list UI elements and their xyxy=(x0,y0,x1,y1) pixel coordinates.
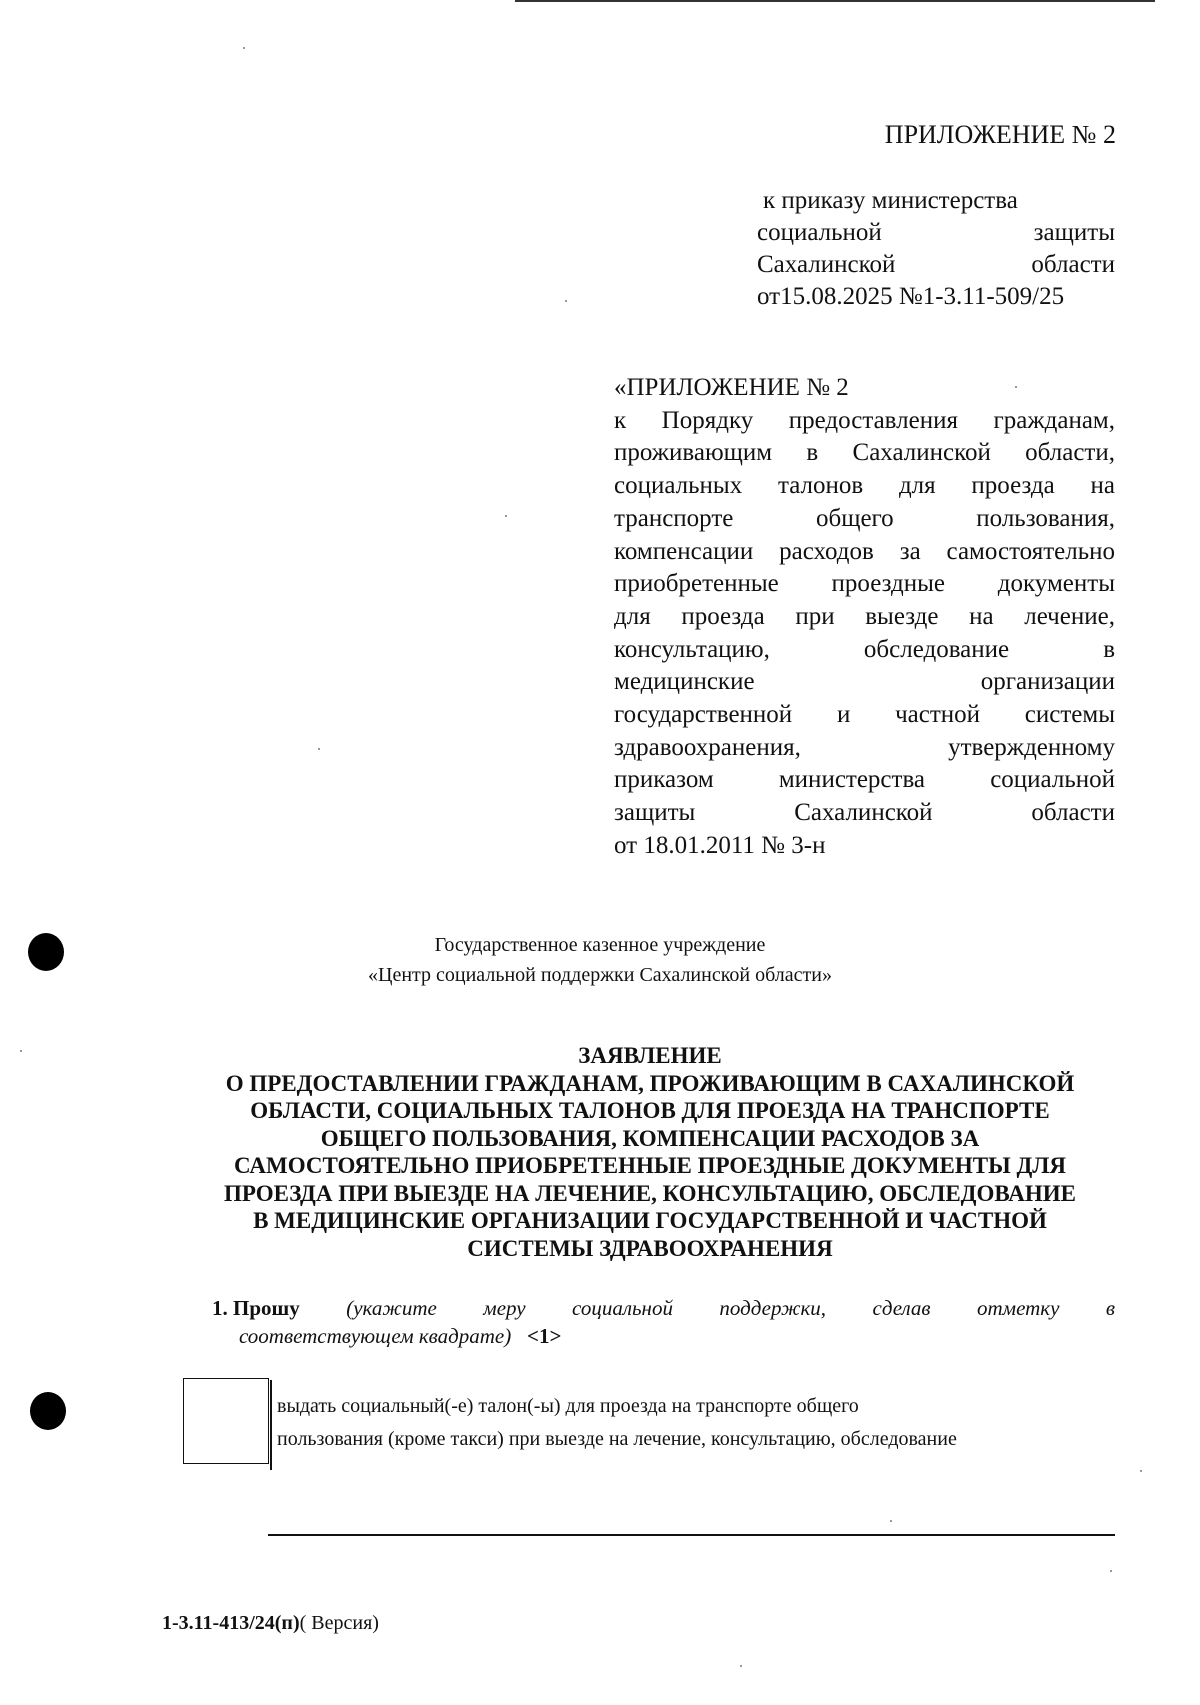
scan-speck xyxy=(1110,1570,1112,1572)
order-ref-line-4: от15.08.2025 №1-3.11-509/25 xyxy=(757,283,1065,310)
statement-title-line: САМОСТОЯТЕЛЬНО ПРИОБРЕТЕННЫЕ ПРОЕЗДНЫЕ ДОКУМЕНТЫ ДЛЯ xyxy=(233,1153,1067,1178)
punch-hole-mark xyxy=(30,1392,66,1430)
inner-appendix-word: самостоятельно xyxy=(946,537,1115,565)
inner-appendix-word: гражданам, xyxy=(993,406,1115,434)
option-1-checkbox[interactable] xyxy=(183,1378,269,1464)
option-1-divider xyxy=(270,1380,272,1470)
inner-appendix-word: государственной xyxy=(614,701,793,729)
order-ref-line-2 xyxy=(757,217,1115,249)
inner-appendix-word: проезда xyxy=(681,602,765,630)
inner-appendix-line xyxy=(614,797,1115,830)
inner-appendix-word: Порядку xyxy=(661,406,754,434)
statement-title-block xyxy=(170,1042,1130,1262)
inner-appendix-title: «ПРИЛОЖЕНИЕ № 2 xyxy=(614,374,849,401)
inner-appendix-word: для xyxy=(898,472,936,500)
scan-speck xyxy=(318,748,320,750)
inner-appendix-word: области xyxy=(1031,799,1115,827)
option-1-line-1: выдать социальный(-е) талон(-ы) для проезда на транспорте общего xyxy=(277,1395,859,1417)
appendix-title: ПРИЛОЖЕНИЕ № 2 xyxy=(884,120,1116,149)
inner-appendix-word: медицинские xyxy=(614,668,755,696)
inner-appendix-word: транспорте xyxy=(614,504,734,532)
inner-appendix-word: для xyxy=(614,602,651,630)
inner-appendix-line xyxy=(614,470,1115,503)
statement-heading: ЗАЯВЛЕНИЕ xyxy=(578,1043,722,1068)
inner-appendix-word: в xyxy=(806,439,819,467)
scan-speck xyxy=(20,1050,22,1052)
inner-appendix-last-line: от 18.01.2011 № 3-н xyxy=(614,831,826,859)
inner-appendix-word: пользования, xyxy=(976,504,1115,532)
inner-appendix-word: в xyxy=(1103,635,1115,663)
inner-appendix-line xyxy=(614,568,1115,601)
inner-appendix-line xyxy=(614,732,1115,765)
scan-speck xyxy=(1140,1470,1142,1472)
inner-appendix-line xyxy=(614,405,1115,438)
scan-speck xyxy=(890,1520,892,1522)
scan-speck xyxy=(505,515,507,517)
item-1-instruction-word: поддержки, xyxy=(719,1296,827,1320)
order-ref-line-1: к приказу министерства xyxy=(763,187,1018,214)
item-1-line-1 xyxy=(212,1294,1115,1322)
top-scan-edge-line xyxy=(515,0,1155,2)
inner-appendix-word: консультацию, xyxy=(614,635,770,663)
statement-title-line: ОБЩЕГО ПОЛЬЗОВАНИЯ, КОМПЕНСАЦИИ РАСХОДОВ ЗА xyxy=(320,1125,980,1151)
inner-appendix-word: к xyxy=(614,406,627,434)
inner-appendix-word: документы xyxy=(997,570,1115,598)
footnote-separator xyxy=(268,1534,1115,1536)
inner-appendix-word: области, xyxy=(1025,439,1115,467)
inner-appendix-lines xyxy=(614,405,1115,830)
inner-appendix-word: организации xyxy=(980,668,1115,696)
inner-appendix-word: приказом xyxy=(614,766,714,794)
item-1-instruction-word: меру xyxy=(483,1296,526,1320)
statement-title-line: ОБЛАСТИ, СОЦИАЛЬНЫХ ТАЛОНОВ ДЛЯ ПРОЕЗДА НА ТРАНСПОРТЕ xyxy=(250,1098,1050,1123)
item-1-instruction-word: (укажите xyxy=(346,1296,437,1320)
inner-appendix-word: расходов xyxy=(779,537,874,565)
item-1-instruction-word: в xyxy=(1105,1296,1115,1320)
inner-appendix-word: компенсации xyxy=(614,537,754,565)
option-1-line-2: пользования (кроме такси) при выезде на лечение, консультацию, обследование xyxy=(277,1428,957,1450)
inner-appendix-line xyxy=(614,601,1115,634)
inner-appendix-word: частной xyxy=(895,701,981,729)
order-ref-word: защиты xyxy=(1033,219,1115,246)
inner-appendix-word: системы xyxy=(1024,701,1115,729)
order-ref-word: области xyxy=(1031,251,1115,278)
organization-line-1: Государственное казенное учреждение xyxy=(434,934,766,956)
inner-appendix-line xyxy=(614,666,1115,699)
inner-appendix-line xyxy=(614,437,1115,470)
item-1-instruction-end: соответствующем квадрате) xyxy=(239,1324,512,1348)
statement-title-line: В МЕДИЦИНСКИЕ ОРГАНИЗАЦИИ ГОСУДАРСТВЕННОЙ И ЧАСТНОЙ xyxy=(253,1208,1047,1233)
item-1-instruction-word: сделав xyxy=(872,1296,931,1320)
inner-appendix-word: при xyxy=(795,602,835,630)
footer-code: 1-3.11-413/24(п) xyxy=(162,1612,300,1634)
inner-appendix-word: проездные xyxy=(831,570,946,598)
inner-appendix xyxy=(614,372,1115,863)
inner-appendix-word: талонов xyxy=(777,472,864,500)
inner-appendix-word: обследование xyxy=(863,635,1010,663)
footnote-ref: <1> xyxy=(527,1324,562,1348)
statement-title-line: ПРОЕЗДА ПРИ ВЫЕЗДЕ НА ЛЕЧЕНИЕ, КОНСУЛЬТАЦИЮ, ОБСЛЕДОВАНИЕ xyxy=(223,1180,1076,1206)
inner-appendix-line xyxy=(614,634,1115,667)
footer-version: ( Версия) xyxy=(299,1612,379,1634)
inner-appendix-line xyxy=(614,699,1115,732)
scan-speck xyxy=(565,300,567,302)
order-reference xyxy=(757,185,1115,313)
inner-appendix-word: на xyxy=(969,602,994,630)
item-1-number: 1. Прошу xyxy=(212,1296,300,1320)
inner-appendix-word: Сахалинской xyxy=(794,799,933,827)
inner-appendix-word: общего xyxy=(815,504,894,532)
option-1-text xyxy=(277,1390,1117,1456)
scan-speck xyxy=(243,47,245,49)
inner-appendix-word: Сахалинской xyxy=(852,439,991,467)
inner-appendix-word: и xyxy=(836,701,851,729)
inner-appendix-word: выезде xyxy=(865,602,939,630)
inner-appendix-word: защиты xyxy=(614,799,696,827)
inner-appendix-word: лечение, xyxy=(1024,602,1115,630)
footer-document-code xyxy=(162,1612,379,1635)
inner-appendix-word: социальных xyxy=(614,472,743,500)
inner-appendix-line xyxy=(614,536,1115,569)
item-1-line-2 xyxy=(212,1322,1115,1350)
scan-speck xyxy=(740,1665,742,1667)
inner-appendix-word: проезда xyxy=(971,472,1055,500)
punch-hole-mark xyxy=(28,933,64,971)
organization-line-2: «Центр социальной поддержки Сахалинской области» xyxy=(368,964,832,986)
inner-appendix-word: предоставления xyxy=(788,406,958,434)
inner-appendix-line xyxy=(614,503,1115,536)
statement-title-line: О ПРЕДОСТАВЛЕНИИ ГРАЖДАНАМ, ПРОЖИВАЮЩИМ В САХАЛИНСКОЙ xyxy=(225,1070,1075,1096)
inner-appendix-word: за xyxy=(899,537,921,565)
inner-appendix-word: министерства xyxy=(778,766,926,794)
inner-appendix-word: социальной xyxy=(990,766,1115,794)
inner-appendix-word: проживающим xyxy=(614,439,773,467)
inner-appendix-word: здравоохранения, xyxy=(614,733,801,761)
order-ref-word: социальной xyxy=(757,219,882,246)
order-ref-line-3 xyxy=(757,249,1115,281)
inner-appendix-word: приобретенные xyxy=(614,570,779,598)
inner-appendix-word: утвержденному xyxy=(948,733,1115,761)
inner-appendix-line xyxy=(614,764,1115,797)
statement-title-lines xyxy=(170,1070,1130,1263)
item-1 xyxy=(212,1294,1115,1350)
scan-speck xyxy=(1015,386,1017,388)
order-ref-word: Сахалинской xyxy=(757,251,896,278)
item-1-instruction-word: социальной xyxy=(572,1296,673,1320)
item-1-instruction-word: отметку xyxy=(977,1296,1060,1320)
inner-appendix-word: на xyxy=(1090,472,1115,500)
statement-title-line: СИСТЕМЫ ЗДРАВООХРАНЕНИЯ xyxy=(467,1235,833,1261)
